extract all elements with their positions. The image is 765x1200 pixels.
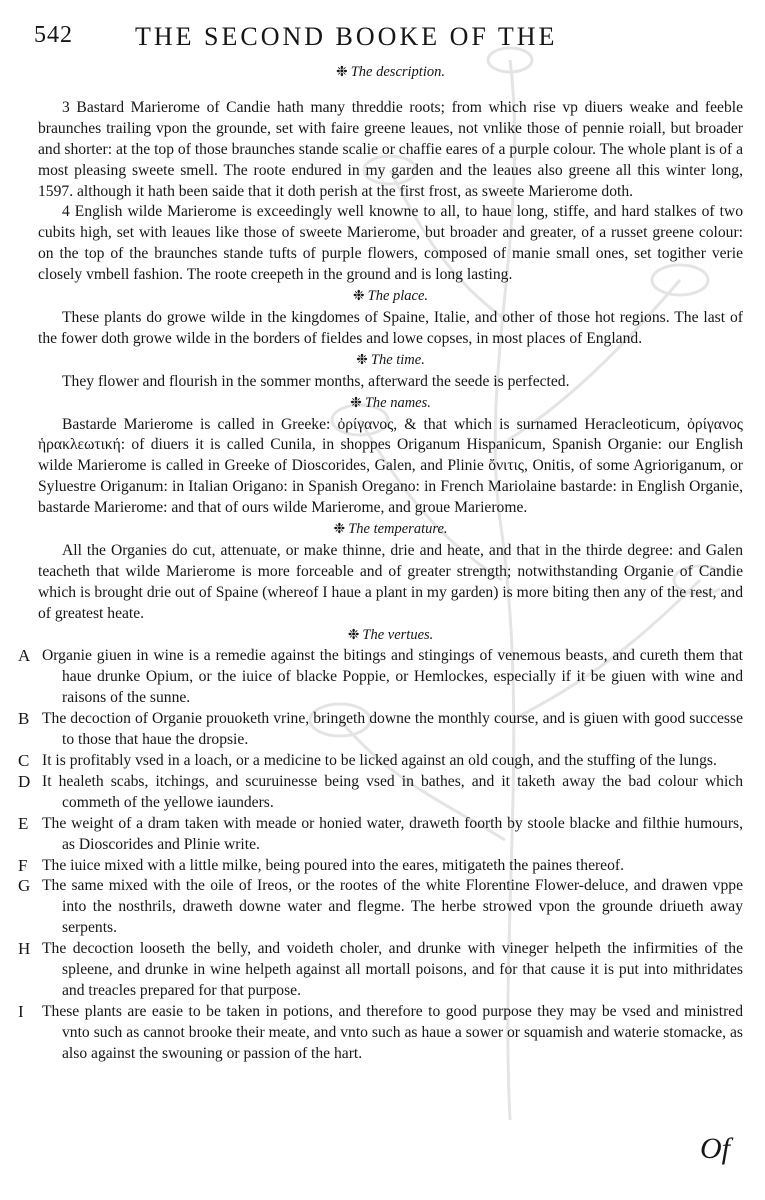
place-paragraph: These plants do growe wilde in the kingdomes of Spaine, Italie, and other of those hot regions. The last of the fower doth growe wilde in the borders of fieldes and lowe copses, in most places of England. — [38, 308, 743, 347]
section-heading-time: ❉ The time. — [356, 351, 425, 368]
fleuron-icon: ❉ — [350, 395, 362, 411]
marginal-letter: H — [18, 939, 31, 959]
catchword: Of — [700, 1132, 730, 1165]
fleuron-icon: ❉ — [336, 65, 348, 80]
section-heading-vertues: ❉ The vertues. — [347, 626, 434, 643]
vertue-text: The iuice mixed with a little milke, being poured into the eares, mitigateth the paines thereof. — [42, 856, 624, 874]
page-title: THE SECOND BOOKE OF THE — [135, 22, 558, 51]
marginal-letter: F — [18, 855, 28, 875]
vertue-text: The decoction of Organie prouoketh vrine, bringeth downe the monthly course, and is giuen with good successe to those that haue the dropsie. — [42, 710, 743, 749]
marginal-letter: I — [18, 1001, 24, 1021]
fleuron-icon: ❉ — [347, 627, 360, 643]
vertue-item — [18, 646, 743, 709]
body-text — [18, 62, 743, 1065]
vertue-text: It is profitably vsed in a loach, or a medicine to be licked against an old cough, and the stuffing of the lungs. — [42, 752, 717, 769]
section-heading-place: ❉ The place. — [352, 288, 429, 305]
marginal-letter: B — [18, 709, 30, 729]
vertue-item — [18, 855, 743, 877]
fleuron-icon: ❉ — [356, 352, 368, 368]
section-heading-names: ❉ The names. — [350, 394, 431, 411]
vertue-item — [18, 876, 743, 939]
vertue-text: The weight of a dram taken with meade or honied water, draweth foorth by stoole blacke and filthie humours, as Dioscorides and Plinie write. — [42, 814, 743, 853]
fleuron-icon: ❉ — [333, 522, 346, 538]
vertue-item — [18, 771, 743, 814]
vertue-item — [18, 939, 743, 1002]
marginal-letter: E — [18, 813, 29, 833]
marginal-letter: D — [18, 771, 31, 791]
marginal-letter: G — [18, 876, 31, 896]
vertue-item — [18, 813, 743, 856]
fleuron-icon: ❉ — [352, 289, 365, 305]
marginal-letter: C — [18, 751, 30, 770]
names-paragraph: Bastarde Marierome is called in Greeke: ὀρίγανος, & that which is surnamed Heracleoticum, ὀρίγανος ἡρακλεωτική: of diuers it is called Cunila, in shoppes Origanum Hispanicum, Spanish Organie: our English wilde Marierome is called in Greeke of Dioscorides, Galen, and Plinie ὄνιτις, Onitis, of some Agrioriganum, or Syluestre Origanum: in Italian Origano: in Spanish Oregano: in French Mariolaine bastarde: in English Organie, bastarde Marierome: and that of ours wilde Marierome, and groue Marierome. — [38, 415, 743, 517]
vertue-text: The decoction looseth the belly, and voideth choler, and drunke with vineger helpeth the infirmities of the spleene, and drunke in wine helpeth against all mortall poisons, and for that cause it is put into mithridates and treacles prepared for that purpose. — [42, 940, 743, 999]
vertue-text: These plants are easie to be taken in potions, and therefore to good purpose they may be vsed and ministred vnto such as cannot brooke their meate, and vnto such as haue a sower or squamish and waterie stomacke, as also against the swouning or passion of the hart. — [42, 1002, 743, 1062]
vertue-item — [18, 1001, 743, 1065]
page-number: 542 — [34, 22, 73, 48]
vertue-text: Organie giuen in wine is a remedie against the bitings and stingings of venemous beasts, and cureth them that haue drunke Opium, or the iuice of blacke Poppie, or Hemlockes, especially if it be giuen with wine and raisons of the sunne. — [42, 647, 743, 707]
vertue-text: It healeth scabs, itchings, and scuruinesse being vsed in bathes, and it taketh away the bad colour which commeth of the yellowe iaunders. — [42, 772, 743, 811]
vertue-text: The same mixed with the oile of Ireos, or the rootes of the white Florentine Flower-deluce, and drawen vppe into the nosthrils, draweth downe water and flegme. The herbe strowed vpon the grounde driueth away serpents. — [42, 877, 743, 937]
section-heading-description: ❉ The description. — [336, 64, 445, 80]
running-head — [0, 6, 765, 51]
vertue-item — [18, 751, 743, 772]
time-paragraph: They flower and flourish in the sommer months, afterward the seede is perfected. — [62, 372, 570, 390]
marginal-letter: A — [18, 646, 31, 666]
vertue-item — [18, 709, 743, 751]
section-heading-temperature: ❉ The temperature. — [333, 521, 448, 538]
temperature-paragraph: All the Organies do cut, attenuate, or make thinne, drie and heate, and that in the thirde degree: and Galen teacheth that wilde Marierome is more forceable and of greater strength; notwithstanding Organie of Candie which is brought drie out of Spaine (whereof I haue a plant in my garden) is more biting then any of the rest, and of greatest heate. — [38, 541, 743, 622]
description-paragraph-4: 4 English wilde Marierome is exceedingly well knowne to all, to haue long, stiffe, and hard stalkes of two cubits high, set with leaues like those of sweete Marierome, but broader and greater, of a russet greene colour: on the top of the braunches stande tufts of purple flowers, composed of manie small ones, set togither verie closely vmbell fashion. The roote creepeth in the ground and is long lasting. — [38, 203, 743, 284]
description-paragraph-3: 3 Bastard Marierome of Candie hath many threddie roots; from which rise vp diuers weake and feeble braunches trailing vpon the grounde, set with faire greene leaues, not vnlike those of pennie roiall, but broader and shorter: at the top of those braunches stande scalie or chaffie eares of a purple colour. The whole plant is of a most pleasing sweete smell. The roote endured in my garden and the leaues also greene all this winter long, 1597. although it hath been saide that it doth perish at the first frost, as sweete Marierome doth. — [38, 98, 743, 200]
